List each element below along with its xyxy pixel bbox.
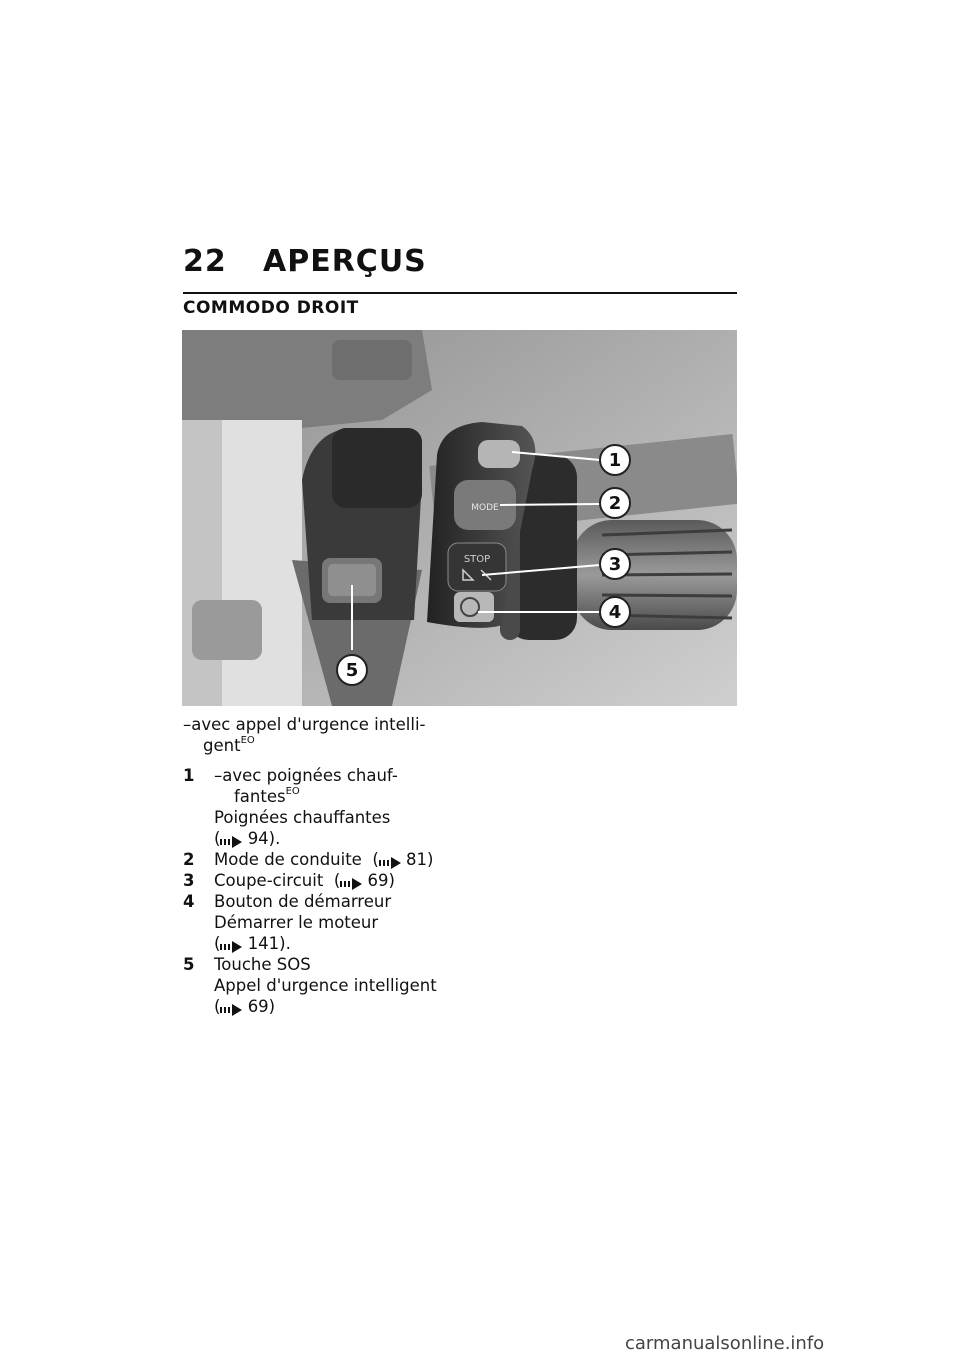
item-title: Coupe-circuit	[214, 871, 324, 890]
condition-line1: –avec appel d'urgence intelli-	[183, 715, 426, 734]
stop-label: STOP	[463, 554, 491, 565]
condition-line2: gent	[203, 736, 241, 755]
callout-4-label: 4	[608, 602, 622, 623]
list-item	[183, 765, 453, 849]
page-header	[183, 244, 737, 284]
arrow-right-icon	[220, 1000, 242, 1012]
callout-2-label: 2	[608, 493, 622, 514]
reference-page: 69)	[247, 997, 276, 1016]
page-number: 22	[183, 244, 227, 279]
legend-list	[183, 714, 453, 1017]
arrow-right-icon	[220, 937, 242, 949]
page-reference[interactable]: ( 94).	[214, 829, 281, 848]
header-rule	[183, 292, 737, 294]
item-number: 3	[183, 871, 195, 890]
page-reference[interactable]: ( 141).	[214, 934, 291, 953]
page-reference[interactable]: ( 69)	[333, 871, 395, 890]
item-title: Touche SOS	[214, 955, 311, 974]
list-item	[183, 954, 453, 1017]
list-item	[183, 891, 453, 954]
reference-page: 69)	[367, 871, 395, 890]
item-number: 1	[183, 766, 195, 785]
reference-page: 141).	[247, 934, 291, 953]
item-description: Appel d'urgence intelligent	[214, 976, 437, 995]
item-title: Bouton de démarreur	[214, 892, 392, 911]
watermark: carmanualsonline.info	[625, 1333, 825, 1354]
handlebar-switch-photo	[182, 330, 737, 706]
item-number: 2	[183, 850, 195, 869]
mode-label: MODE	[471, 503, 499, 513]
item-title: Poignées chauffantes	[214, 808, 391, 827]
item-condition-cont: fantes	[234, 787, 286, 806]
item-number: 5	[183, 955, 195, 974]
page-reference[interactable]: ( 69)	[214, 997, 276, 1016]
condition-note	[183, 714, 453, 756]
arrow-right-icon	[340, 874, 362, 886]
callout-3-label: 3	[608, 554, 622, 575]
arrow-right-icon	[379, 853, 401, 865]
page-reference[interactable]: ( 81)	[372, 850, 434, 869]
list-item	[183, 870, 453, 891]
item-description: Démarrer le moteur	[214, 913, 379, 932]
reference-page: 81)	[406, 850, 434, 869]
equipment-sup: EO	[240, 735, 255, 746]
item-condition: –avec poignées chauf-	[214, 766, 398, 785]
list-item	[183, 849, 453, 870]
arrow-right-icon	[220, 832, 242, 844]
equipment-sup: EO	[285, 786, 300, 797]
item-number: 4	[183, 892, 195, 911]
section-title: COMMODO DROIT	[183, 298, 359, 318]
chapter-title: APERÇUS	[263, 244, 427, 279]
reference-page: 94).	[247, 829, 281, 848]
callout-5-label: 5	[345, 660, 359, 681]
item-title: Mode de conduite	[214, 850, 362, 869]
callout-1-label: 1	[608, 450, 622, 471]
